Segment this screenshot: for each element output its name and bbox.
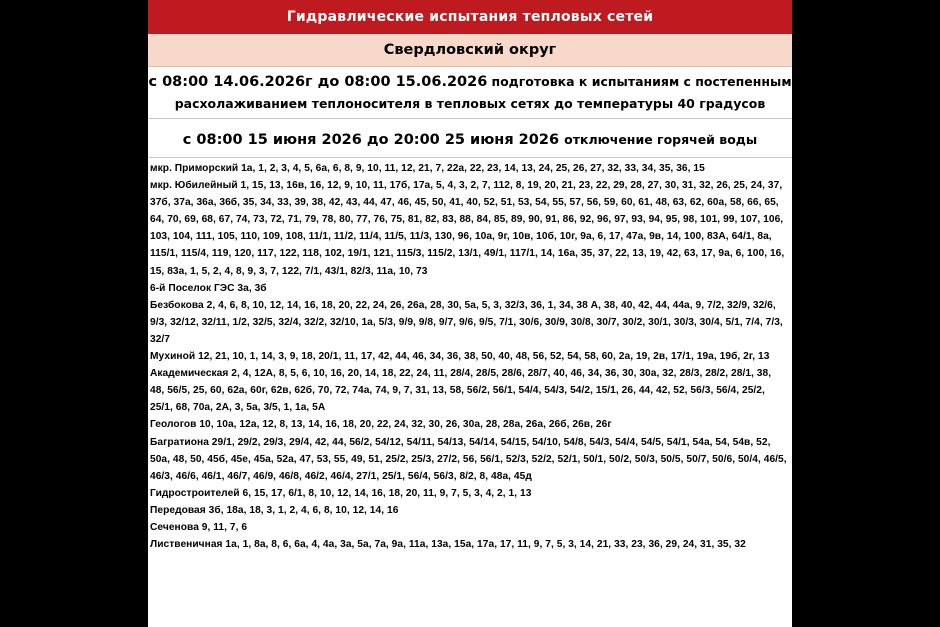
notice-hot-water-off — [148, 119, 792, 158]
address-entry-yubileyny: мкр. Юбилейный 1, 15, 13, 16в, 16, 12, 9, 10, 11, 17б, 17а, 5, 4, 3, 2, 7, 112, 8, 19, 20, 21, 23, 22, 29, 28, 27, 30, 31, 32, 26, 25, 24, 37, 37б, 37а, 36а, 36б, 35, 34, 33, 39, 38, 42, 43, 44, 47, 46, 45, 50, 41, 40, 52, 51, 53, 54, 55, 57, 56, 59, 60, 61, 48, 63, 62, 60а, 58, 66, 65, 64, 70, 69, 68, 67, 74, 73, 72, 71, 79, 78, 80, 77, 76, 75, 81, 82, 83, 88, 84, 85, 89, 90, 91, 86, 92, 96, 97, 93, 94, 95, 98, 101, 99, 107, 106, 103, 104, 111, 105, 110, 109, 108, 11/1, 11/2, 11/4, 11/5, 11/3, 130, 96, 10а, 9г, 10в, 10б, 10г, 9а, 6, 17, 47а, 9в, 14, 100, 83А, 64/1, 8а, 115/1, 115/4, 119, 120, 117, 122, 118, 102, 19/1, 121, 115/3, 115/2, 13/1, 49/1, 117/1, 14, 16а, 35, 37, 22, 13, 19, 42, 63, 17, 9а, 6, 100, 16, 15, 83а, 1, 5, 2, 4, 8, 9, 3, 7, 122, 7/1, 43/1, 82/3, 11а, 10, 73 — [150, 180, 785, 277]
address-entry-bezbokova: Безбокова 2, 4, 6, 8, 10, 12, 14, 16, 18, 20, 22, 24, 26, 26а, 28, 30, 5а, 5, 3, 32/3, 36, 1, 34, 38 А, 38, 40, 42, 44, 44а, 9, 7/2, 32/9, 32/6, 9/3, 32/12, 32/11, 1/2, 32/5, 32/4, 32/2, 32/10, 1а, 5/3, 9/9, 9/8, 9/7, 9/6, 9/5, 7/1, 30/6, 30/9, 30/8, 30/7, 30/2, 30/1, 30/3, 30/4, 5/1, 7/4, 7/3, 32/7 — [150, 299, 783, 345]
notice-preparation — [148, 67, 792, 119]
address-entry-mukhinoy: Мухиной 12, 21, 10, 1, 14, 3, 9, 18, 20/1, 11, 17, 42, 44, 46, 34, 36, 38, 50, 40, 48, 56, 52, 54, 58, 60, 2а, 19, 2в, 17/1, 19а, 19б, 2г, 13 — [150, 351, 770, 363]
address-entry-sechenova: Сеченова 9, 11, 7, 6 — [150, 521, 248, 533]
address-entry-akademicheskaya: Академическая 2, 4, 12А, 8, 5, 6, 10, 16, 20, 14, 18, 22, 24, 11, 28/4, 28/5, 28/6, 28/7, 40, 46, 34, 36, 30, 30а, 32, 28/3, 28/2, 28/1, 38, 48, 56/5, 25, 60, 62а, 60г, 62в, 62б, 70, 72, 74а, 74, 9, 7, 31, 13, 58, 56/2, 56/1, 54/4, 54/3, 54/2, 15/1, 26, 44, 42, 52, 56/3, 56/4, 25/2, 25/1, 68, 70а, 2А, 3, 5а, 3/5, 1, 1а, 5А — [150, 368, 772, 414]
notice-preparation-text: подготовка к испытаниям с постепенным расхолаживанием теплоносителя в тепловых сетях до температуры 40 градусов — [174, 74, 792, 111]
address-entry-gidrostroiteley: Гидростроителей 6, 15, 17, 6/1, 8, 10, 12, 14, 16, 18, 20, 11, 9, 7, 5, 3, 4, 2, 1, 13 — [150, 487, 532, 499]
district-title: Свердловский округ — [148, 34, 792, 67]
banner-title: Гидравлические испытания тепловых сетей — [148, 0, 792, 34]
address-entry-primorsky: мкр. Приморский 1а, 1, 2, 3, 4, 5, 6а, 6, 8, 9, 10, 11, 12, 21, 7, 22а, 22, 23, 14, 13, 24, 25, 26, 27, 32, 33, 34, 35, 36, 15 — [150, 163, 705, 174]
address-entry-bagrationa: Багратиона 29/1, 29/2, 29/3, 29/4, 42, 44, 56/2, 54/12, 54/11, 54/13, 54/14, 54/15, 54/10, 54/8, 54/3, 54/4, 54/5, 54/1, 54а, 54, 54в, 52, 50а, 48, 50, 45б, 45е, 45а, 52а, 47, 53, 55, 49, 51, 25/2, 25/3, 27/2, 56, 56/1, 52/3, 52/2, 52/1, 50/1, 50/2, 50/3, 50/5, 50/7, 50/6, 50/4, 46/5, 46/3, 46/6, 46/1, 46/7, 46/9, 46/8, 46/2, 46/4, 27/1, 25/1, 56/4, 56/3, 8/2, 8, 48а, 45д — [150, 436, 787, 482]
address-entry-geologov: Геологов 10, 10а, 12а, 12, 8, 13, 14, 16, 18, 20, 22, 24, 32, 30, 26, 30а, 28, 28а, 26а, 26б, 26в, 26г — [150, 419, 612, 431]
notice-hot-water-off-dates: с 08:00 15 июня 2026 до 20:00 25 июня 2026 — [182, 132, 560, 148]
schedule-sheet — [148, 0, 792, 627]
address-entry-poselok-ges: 6-й Поселок ГЭС 3а, 3б — [150, 282, 267, 294]
notice-preparation-dates: с 08:00 14.06.2026г до 08:00 15.06.2026 — [148, 74, 488, 90]
address-entry-listvenichnaya: Лиственичная 1а, 1, 8а, 8, 6, 6а, 4, 4а, 3а, 5а, 7а, 9а, 11а, 13а, 15а, 17а, 17, 11, 9, 7, 5, 3, 14, 21, 33, 23, 36, 29, 24, 31, 35, 32 — [150, 539, 746, 551]
notice-hot-water-off-text: отключение горячей воды — [564, 132, 758, 147]
address-entry-peredovaya: Передовая 3б, 18а, 18, 3, 1, 2, 4, 6, 8, 10, 12, 14, 16 — [150, 504, 399, 516]
address-list — [148, 158, 792, 553]
